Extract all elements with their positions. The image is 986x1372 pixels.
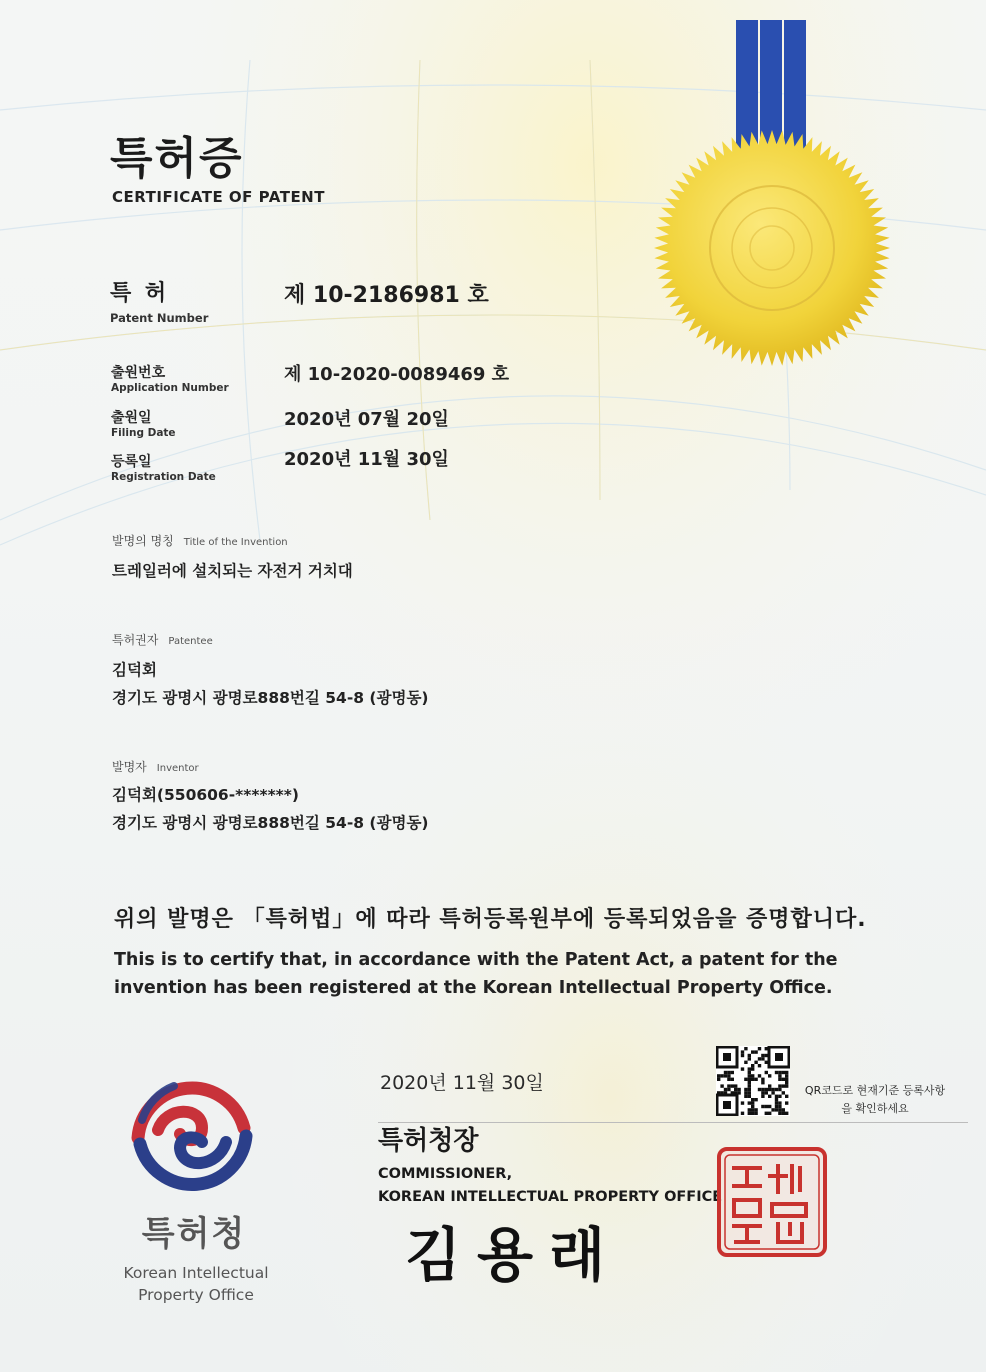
qr-module (758, 1047, 761, 1050)
registration-date-label (111, 451, 216, 483)
qr-module (748, 1112, 751, 1115)
qr-module (748, 1101, 751, 1104)
qr-code[interactable] (716, 1046, 790, 1116)
qr-module (748, 1074, 751, 1077)
qr-module (768, 1074, 771, 1077)
inventor-section (112, 756, 429, 833)
patentee-section (112, 629, 429, 708)
qr-module (727, 1088, 730, 1091)
qr-module (782, 1078, 785, 1081)
qr-module (754, 1112, 757, 1115)
qr-module (785, 1081, 788, 1084)
invention-title-label-ko: 발명의 명칭 (112, 534, 174, 548)
patentee-name: 김덕회 (112, 661, 157, 679)
commissioner-title-en-line2: KOREAN INTELLECTUAL PROPERTY OFFICE (378, 1189, 723, 1205)
qr-module (761, 1054, 764, 1057)
qr-module (744, 1047, 747, 1050)
qr-module (727, 1071, 730, 1074)
patentee-address: 경기도 광명시 광명로888번길 54-8 (광명동) (112, 689, 429, 707)
qr-module (727, 1084, 730, 1087)
qr-module (724, 1071, 727, 1074)
qr-module (758, 1074, 761, 1077)
qr-module (748, 1081, 751, 1084)
qr-module (754, 1098, 757, 1101)
qr-module (744, 1091, 747, 1094)
commissioner-title-ko: 특허청장 (378, 1126, 479, 1156)
qr-module (785, 1074, 788, 1077)
filing-date-value: 2020년 07월 20일 (284, 409, 449, 430)
qr-module (751, 1098, 754, 1101)
application-number-value: 제 10-2020-0089469 호 (284, 364, 510, 385)
qr-module (765, 1061, 768, 1064)
patentee-label-en: Patentee (168, 636, 213, 647)
qr-module (775, 1101, 778, 1104)
qr-module (782, 1108, 785, 1111)
qr-module (724, 1088, 727, 1091)
qr-module (754, 1050, 757, 1053)
certificate-title-en: CERTIFICATE OF PATENT (112, 188, 325, 206)
qr-module (731, 1078, 734, 1081)
qr-note: QR코드로 현재기준 등록사항을 확인하세요 (804, 1084, 946, 1115)
office-name-en: Korean Intellectual Property Office (123, 1264, 269, 1304)
qr-module (741, 1054, 744, 1057)
qr-module (785, 1095, 788, 1098)
qr-module (782, 1071, 785, 1074)
qr-module (775, 1071, 778, 1074)
patentee-label-ko: 특허권자 (112, 633, 159, 647)
qr-module (778, 1078, 781, 1081)
office-name-ko: 특허청 (141, 1214, 247, 1254)
qr-module (744, 1061, 747, 1064)
qr-module (744, 1078, 747, 1081)
commissioner-signature: 김용래 (405, 1221, 622, 1289)
qr-module (761, 1095, 764, 1098)
qr-module (724, 1074, 727, 1077)
qr-module (734, 1088, 737, 1091)
qr-module (731, 1084, 734, 1087)
qr-module (782, 1112, 785, 1115)
qr-module (778, 1088, 781, 1091)
qr-module (751, 1101, 754, 1104)
qr-module (751, 1078, 754, 1081)
qr-module (771, 1091, 774, 1094)
qr-module (754, 1078, 757, 1081)
qr-module (748, 1067, 751, 1070)
qr-module (765, 1091, 768, 1094)
qr-module (765, 1112, 768, 1115)
invention-title-section (112, 530, 353, 581)
qr-module (761, 1078, 764, 1081)
application-number-label-en: Application Number (111, 382, 229, 394)
qr-module (761, 1088, 764, 1091)
qr-module (778, 1101, 781, 1104)
qr-module (748, 1084, 751, 1087)
qr-module (782, 1084, 785, 1087)
registration-date-value: 2020년 11월 30일 (284, 449, 449, 470)
qr-module (751, 1064, 754, 1067)
qr-module (765, 1088, 768, 1091)
qr-module (748, 1108, 751, 1111)
qr-module (751, 1050, 754, 1053)
inventor-name: 김덕회(550606-*******) (112, 786, 299, 804)
qr-module (782, 1091, 785, 1094)
inventor-label-en: Inventor (156, 763, 199, 774)
commissioner-title-en-line1: COMMISSIONER, (378, 1166, 513, 1182)
invention-title-value: 트레일러에 설치되는 자전거 거치대 (112, 562, 353, 580)
registration-date-label-ko: 등록일 (111, 454, 152, 470)
certificate-title: 특허증 (110, 133, 244, 184)
gold-medal-seal (652, 128, 892, 368)
certification-statement-en: This is to certify that, in accordance with the Patent Act, a patent for the invention has been registered at the Korean Intellectual Property Office. (114, 950, 838, 998)
qr-module (748, 1088, 751, 1091)
qr-module (748, 1078, 751, 1081)
qr-module (727, 1074, 730, 1077)
certification-statement-ko: 위의 발명은 「특허법」에 따라 특허등록원부에 등록되었음을 증명합니다. (114, 907, 867, 932)
qr-module (731, 1071, 734, 1074)
registration-date-label-en: Registration Date (111, 471, 216, 483)
qr-module (754, 1061, 757, 1064)
qr-module (778, 1112, 781, 1115)
application-number-label-ko: 출원번호 (111, 365, 166, 381)
qr-module (775, 1108, 778, 1111)
qr-module (768, 1084, 771, 1087)
patent-number-label-ko: 특 허 (110, 281, 170, 306)
qr-module (751, 1108, 754, 1111)
qr-module (744, 1095, 747, 1098)
qr-module (778, 1105, 781, 1108)
official-red-seal (716, 1146, 828, 1258)
qr-module (751, 1074, 754, 1077)
qr-module (785, 1112, 788, 1115)
invention-title-label-en: Title of the Invention (183, 537, 288, 548)
qr-module (720, 1084, 723, 1087)
qr-module (761, 1057, 764, 1060)
qr-module (765, 1105, 768, 1108)
inventor-address: 경기도 광명시 광명로888번길 54-8 (광명동) (112, 814, 429, 832)
filing-date-label-en: Filing Date (111, 427, 176, 439)
qr-module (744, 1088, 747, 1091)
qr-module (741, 1101, 744, 1104)
qr-module (768, 1105, 771, 1108)
qr-module (775, 1105, 778, 1108)
qr-module (771, 1088, 774, 1091)
qr-module (768, 1112, 771, 1115)
qr-module (717, 1078, 720, 1081)
qr-module (775, 1088, 778, 1091)
qr-module (778, 1074, 781, 1077)
application-number-label (111, 362, 229, 394)
qr-module (761, 1105, 764, 1108)
qr-module (758, 1057, 761, 1060)
patent-number-label (110, 276, 208, 325)
qr-module (771, 1108, 774, 1111)
qr-module (751, 1112, 754, 1115)
qr-module (765, 1047, 768, 1050)
qr-module (765, 1071, 768, 1074)
qr-module (748, 1071, 751, 1074)
inventor-label-ko: 발명자 (112, 760, 147, 774)
patent-number-label-en: Patent Number (110, 311, 209, 325)
qr-module (748, 1095, 751, 1098)
qr-module (717, 1074, 720, 1077)
qr-module (734, 1084, 737, 1087)
qr-module (741, 1112, 744, 1115)
patent-number-value: 제 10-2186981 호 (284, 283, 489, 308)
qr-module (778, 1071, 781, 1074)
qr-module (737, 1088, 740, 1091)
qr-module (775, 1098, 778, 1101)
qr-module (778, 1084, 781, 1087)
qr-module (751, 1105, 754, 1108)
qr-module (751, 1067, 754, 1070)
qr-module (768, 1088, 771, 1091)
qr-module (758, 1088, 761, 1091)
issue-date: 2020년 11월 30일 (380, 1072, 544, 1094)
filing-date-label-ko: 출원일 (111, 410, 152, 426)
qr-module (761, 1091, 764, 1094)
qr-module (785, 1078, 788, 1081)
filing-date-label (111, 407, 176, 439)
qr-module (778, 1095, 781, 1098)
qr-module (761, 1081, 764, 1084)
qr-module (748, 1091, 751, 1094)
qr-module (785, 1084, 788, 1087)
qr-module (765, 1054, 768, 1057)
qr-module (748, 1054, 751, 1057)
qr-module (785, 1101, 788, 1104)
qr-module (720, 1074, 723, 1077)
qr-module (741, 1050, 744, 1053)
qr-module (775, 1095, 778, 1098)
qr-module (778, 1108, 781, 1111)
qr-module (785, 1071, 788, 1074)
qr-module (754, 1108, 757, 1111)
qr-module (768, 1095, 771, 1098)
qr-module (758, 1064, 761, 1067)
qr-module (741, 1067, 744, 1070)
qr-module (748, 1057, 751, 1060)
qr-module (727, 1078, 730, 1081)
kipo-taegeuk-logo (128, 1078, 256, 1194)
